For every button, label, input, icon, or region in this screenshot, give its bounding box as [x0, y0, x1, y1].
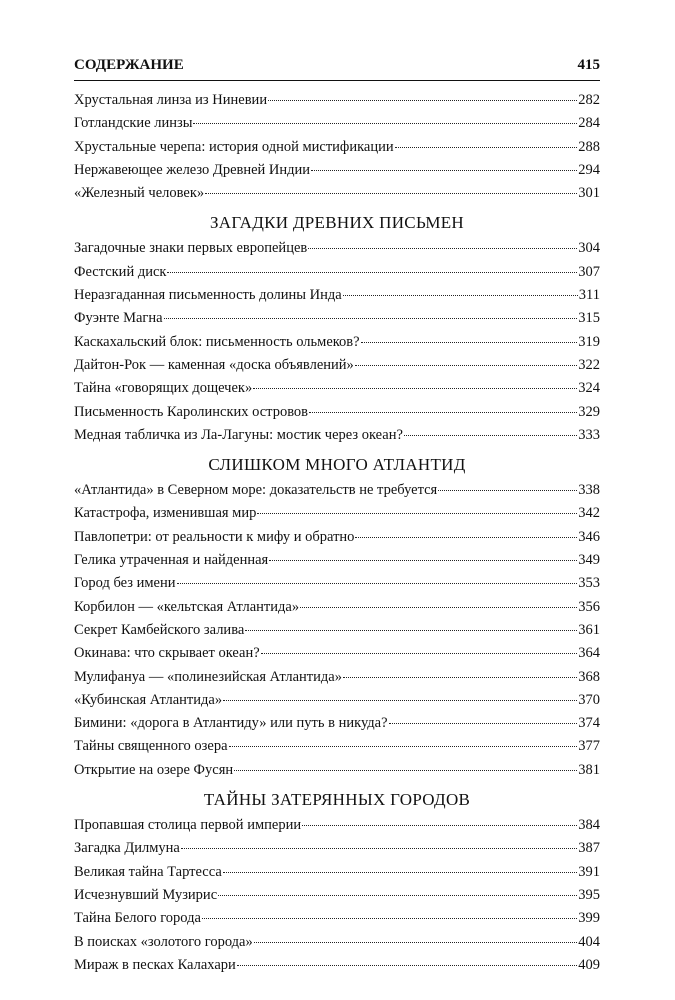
- toc-entry-page: 319: [578, 333, 600, 350]
- dot-leader: [343, 676, 577, 678]
- dot-leader: [218, 894, 577, 896]
- dot-leader: [245, 629, 577, 631]
- toc-entry-page: 322: [578, 356, 600, 373]
- toc-entry-title: Великая тайна Тартесса: [74, 863, 222, 880]
- section-title: СЛИШКОМ МНОГО АТЛАНТИД: [208, 455, 466, 475]
- toc-entry-page: 329: [578, 403, 600, 420]
- dot-leader: [404, 434, 577, 436]
- dot-leader: [269, 559, 577, 561]
- dot-leader: [229, 745, 578, 747]
- toc-entry-page: 333: [578, 426, 600, 443]
- toc-entry: [74, 907, 600, 930]
- toc-entry-title: Хрустальные черепа: история одной мистификации: [74, 138, 394, 155]
- toc-entry-title: Корбилон — «кельтская Атлантида»: [74, 598, 300, 615]
- toc-entry: [74, 666, 600, 689]
- toc-entry: [74, 712, 600, 735]
- toc-entry: [74, 261, 600, 284]
- toc-entry-page: 356: [578, 598, 600, 615]
- running-title: СОДЕРЖАНИЕ: [74, 57, 184, 73]
- toc-entry-title: «Железный человек»: [74, 185, 205, 202]
- toc-entry: [74, 526, 600, 549]
- dot-leader: [438, 489, 577, 491]
- toc-entry-title: В поисках «золотого города»: [74, 933, 253, 950]
- toc-entry-title: «Атлантида» в Северном море: доказательств не требуется: [74, 482, 438, 499]
- toc-entry-page: 338: [578, 482, 600, 499]
- toc-entry-page: 307: [578, 263, 600, 280]
- dot-leader: [395, 146, 578, 148]
- toc-entry-page: 399: [578, 910, 600, 927]
- toc-entry: [74, 759, 600, 782]
- toc-entry-title: Пропавшая столица первой империи: [74, 817, 302, 834]
- toc-entry-title: Готландские линзы: [74, 115, 193, 132]
- toc-entry: [74, 549, 600, 572]
- toc-entry: [74, 307, 600, 330]
- toc-entry-page: 370: [578, 691, 600, 708]
- dot-leader: [355, 536, 577, 538]
- toc-entry: [74, 502, 600, 525]
- toc-entry: [74, 377, 600, 400]
- toc-entry-title: Тайна «говорящих дощечек»: [74, 380, 253, 397]
- toc-entry-page: 377: [578, 738, 600, 755]
- page-number: 415: [577, 57, 600, 73]
- toc-entry: [74, 642, 600, 665]
- dot-leader: [268, 99, 577, 101]
- dot-leader: [181, 847, 577, 849]
- toc-entry: [74, 596, 600, 619]
- dot-leader: [343, 294, 578, 296]
- toc-entry: [74, 931, 600, 954]
- toc-entry: [74, 861, 600, 884]
- toc-entry-title: Письменность Каролинских островов: [74, 403, 309, 420]
- dot-leader: [361, 341, 578, 343]
- dot-leader: [205, 192, 577, 194]
- dot-leader: [309, 411, 577, 413]
- dot-leader: [300, 606, 577, 608]
- toc-entry-title: Хрустальная линза из Ниневии: [74, 92, 268, 108]
- toc-entry-page: 374: [578, 715, 600, 732]
- toc-entry-page: 387: [578, 840, 600, 857]
- toc-entry: [74, 954, 600, 977]
- dot-leader: [302, 824, 577, 826]
- toc-entry-page: 353: [578, 575, 600, 592]
- toc-entry-title: Катастрофа, изменившая мир: [74, 505, 257, 522]
- toc-entry-page: 324: [578, 380, 600, 397]
- toc-entry: [74, 689, 600, 712]
- dot-leader: [389, 722, 578, 724]
- toc-entry: [74, 572, 600, 595]
- toc-entry-title: Фуэнте Магна: [74, 310, 163, 327]
- section-title: ЗАГАДКИ ДРЕВНИХ ПИСЬМЕН: [209, 213, 464, 233]
- toc-entry-page: 342: [578, 505, 600, 522]
- dot-leader: [193, 122, 577, 124]
- toc-entry: [74, 401, 600, 424]
- toc-entry-title: Павлопетри: от реальности к мифу и обратно: [74, 528, 355, 545]
- toc-entry-title: Загадочные знаки первых европейцев: [74, 240, 308, 257]
- toc-entry-page: 364: [578, 645, 600, 662]
- toc-entry: [74, 159, 600, 182]
- toc-entry: [74, 136, 600, 159]
- dot-leader: [223, 871, 577, 873]
- toc-entry-page: 294: [578, 161, 600, 178]
- toc-entry-title: Дайтон-Рок — каменная «доска объявлений»: [74, 356, 354, 373]
- toc-entry: [74, 354, 600, 377]
- toc-entry-title: Каскахальский блок: письменность ольмеков?: [74, 333, 360, 350]
- page-header: [74, 57, 600, 77]
- section-title: ТАЙНЫ ЗАТЕРЯННЫХ ГОРОДОВ: [203, 790, 471, 810]
- toc-entry-title: Секрет Камбейского залива: [74, 621, 245, 638]
- toc-entry: [74, 619, 600, 642]
- toc-entry-page: 346: [578, 528, 600, 545]
- toc-entry-title: «Кубинская Атлантида»: [74, 691, 223, 708]
- toc-entry-page: 361: [578, 621, 600, 638]
- toc-entry-title: Открытие на озере Фусян: [74, 761, 234, 778]
- toc-entry-page: 282: [578, 92, 600, 108]
- toc-entry-page: 391: [578, 863, 600, 880]
- toc-entry-title: Нержавеющее железо Древней Индии: [74, 161, 311, 178]
- toc-entry: [74, 424, 600, 447]
- toc-entry-title: Мираж в песках Калахари: [74, 956, 236, 973]
- dot-leader: [254, 941, 578, 943]
- header-rule: [74, 80, 600, 81]
- dot-leader: [253, 387, 577, 389]
- toc-entry-page: 381: [578, 761, 600, 778]
- toc-entry-title: Неразгаданная письменность долины Инда: [74, 287, 342, 304]
- toc-entry-page: 288: [578, 138, 600, 155]
- toc-entry-page: 301: [578, 185, 600, 202]
- toc-entry: [74, 182, 600, 205]
- toc-entry-page: 349: [578, 552, 600, 569]
- toc-entry-page: 384: [578, 817, 600, 834]
- toc-entry-title: Фестский диск: [74, 263, 167, 280]
- toc-entry-title: Исчезнувший Музирис: [74, 886, 218, 903]
- toc-entry: [74, 112, 600, 135]
- toc-entry: [74, 479, 600, 502]
- toc-entry: [74, 837, 600, 860]
- toc-entry-page: 368: [578, 668, 600, 685]
- dot-leader: [237, 964, 577, 966]
- dot-leader: [223, 699, 577, 701]
- dot-leader: [202, 917, 577, 919]
- toc-entry-title: Загадка Дилмуна: [74, 840, 180, 857]
- toc-entry: [74, 284, 600, 307]
- toc-entry-title: Тайна Белого города: [74, 910, 201, 927]
- toc-entry-title: Город без имени: [74, 575, 176, 592]
- toc-entry-page: 304: [578, 240, 600, 257]
- toc-entry-page: 315: [578, 310, 600, 327]
- dot-leader: [308, 247, 577, 249]
- dot-leader: [311, 169, 577, 171]
- toc-entry: [74, 735, 600, 758]
- toc-entry: [74, 331, 600, 354]
- toc-entry-title: Окинава: что скрывает океан?: [74, 645, 260, 662]
- toc-entry: [74, 884, 600, 907]
- toc-entry-title: Медная табличка из Ла-Лагуны: мостик через океан?: [74, 426, 403, 443]
- toc-entry: [74, 814, 600, 837]
- table-of-contents: [74, 89, 600, 977]
- dot-leader: [164, 317, 578, 319]
- toc-entry-page: 311: [578, 287, 600, 304]
- toc-entry: [74, 237, 600, 260]
- dot-leader: [257, 512, 577, 514]
- toc-entry-page: 409: [578, 956, 600, 973]
- dot-leader: [177, 582, 578, 584]
- toc-entry-page: 284: [578, 115, 600, 132]
- toc-entry-title: Тайны священного озера: [74, 738, 228, 755]
- dot-leader: [261, 652, 578, 654]
- dot-leader: [167, 271, 577, 273]
- toc-entry: [74, 89, 600, 112]
- dot-leader: [355, 364, 577, 366]
- toc-entry-title: Гелика утраченная и найденная: [74, 552, 269, 569]
- toc-entry-title: Мулифануа — «полинезийская Атлантида»: [74, 668, 342, 685]
- toc-entry-page: 395: [578, 886, 600, 903]
- dot-leader: [234, 769, 577, 771]
- toc-entry-page: 404: [578, 933, 600, 950]
- toc-entry-title: Бимини: «дорога в Атлантиду» или путь в никуда?: [74, 715, 388, 732]
